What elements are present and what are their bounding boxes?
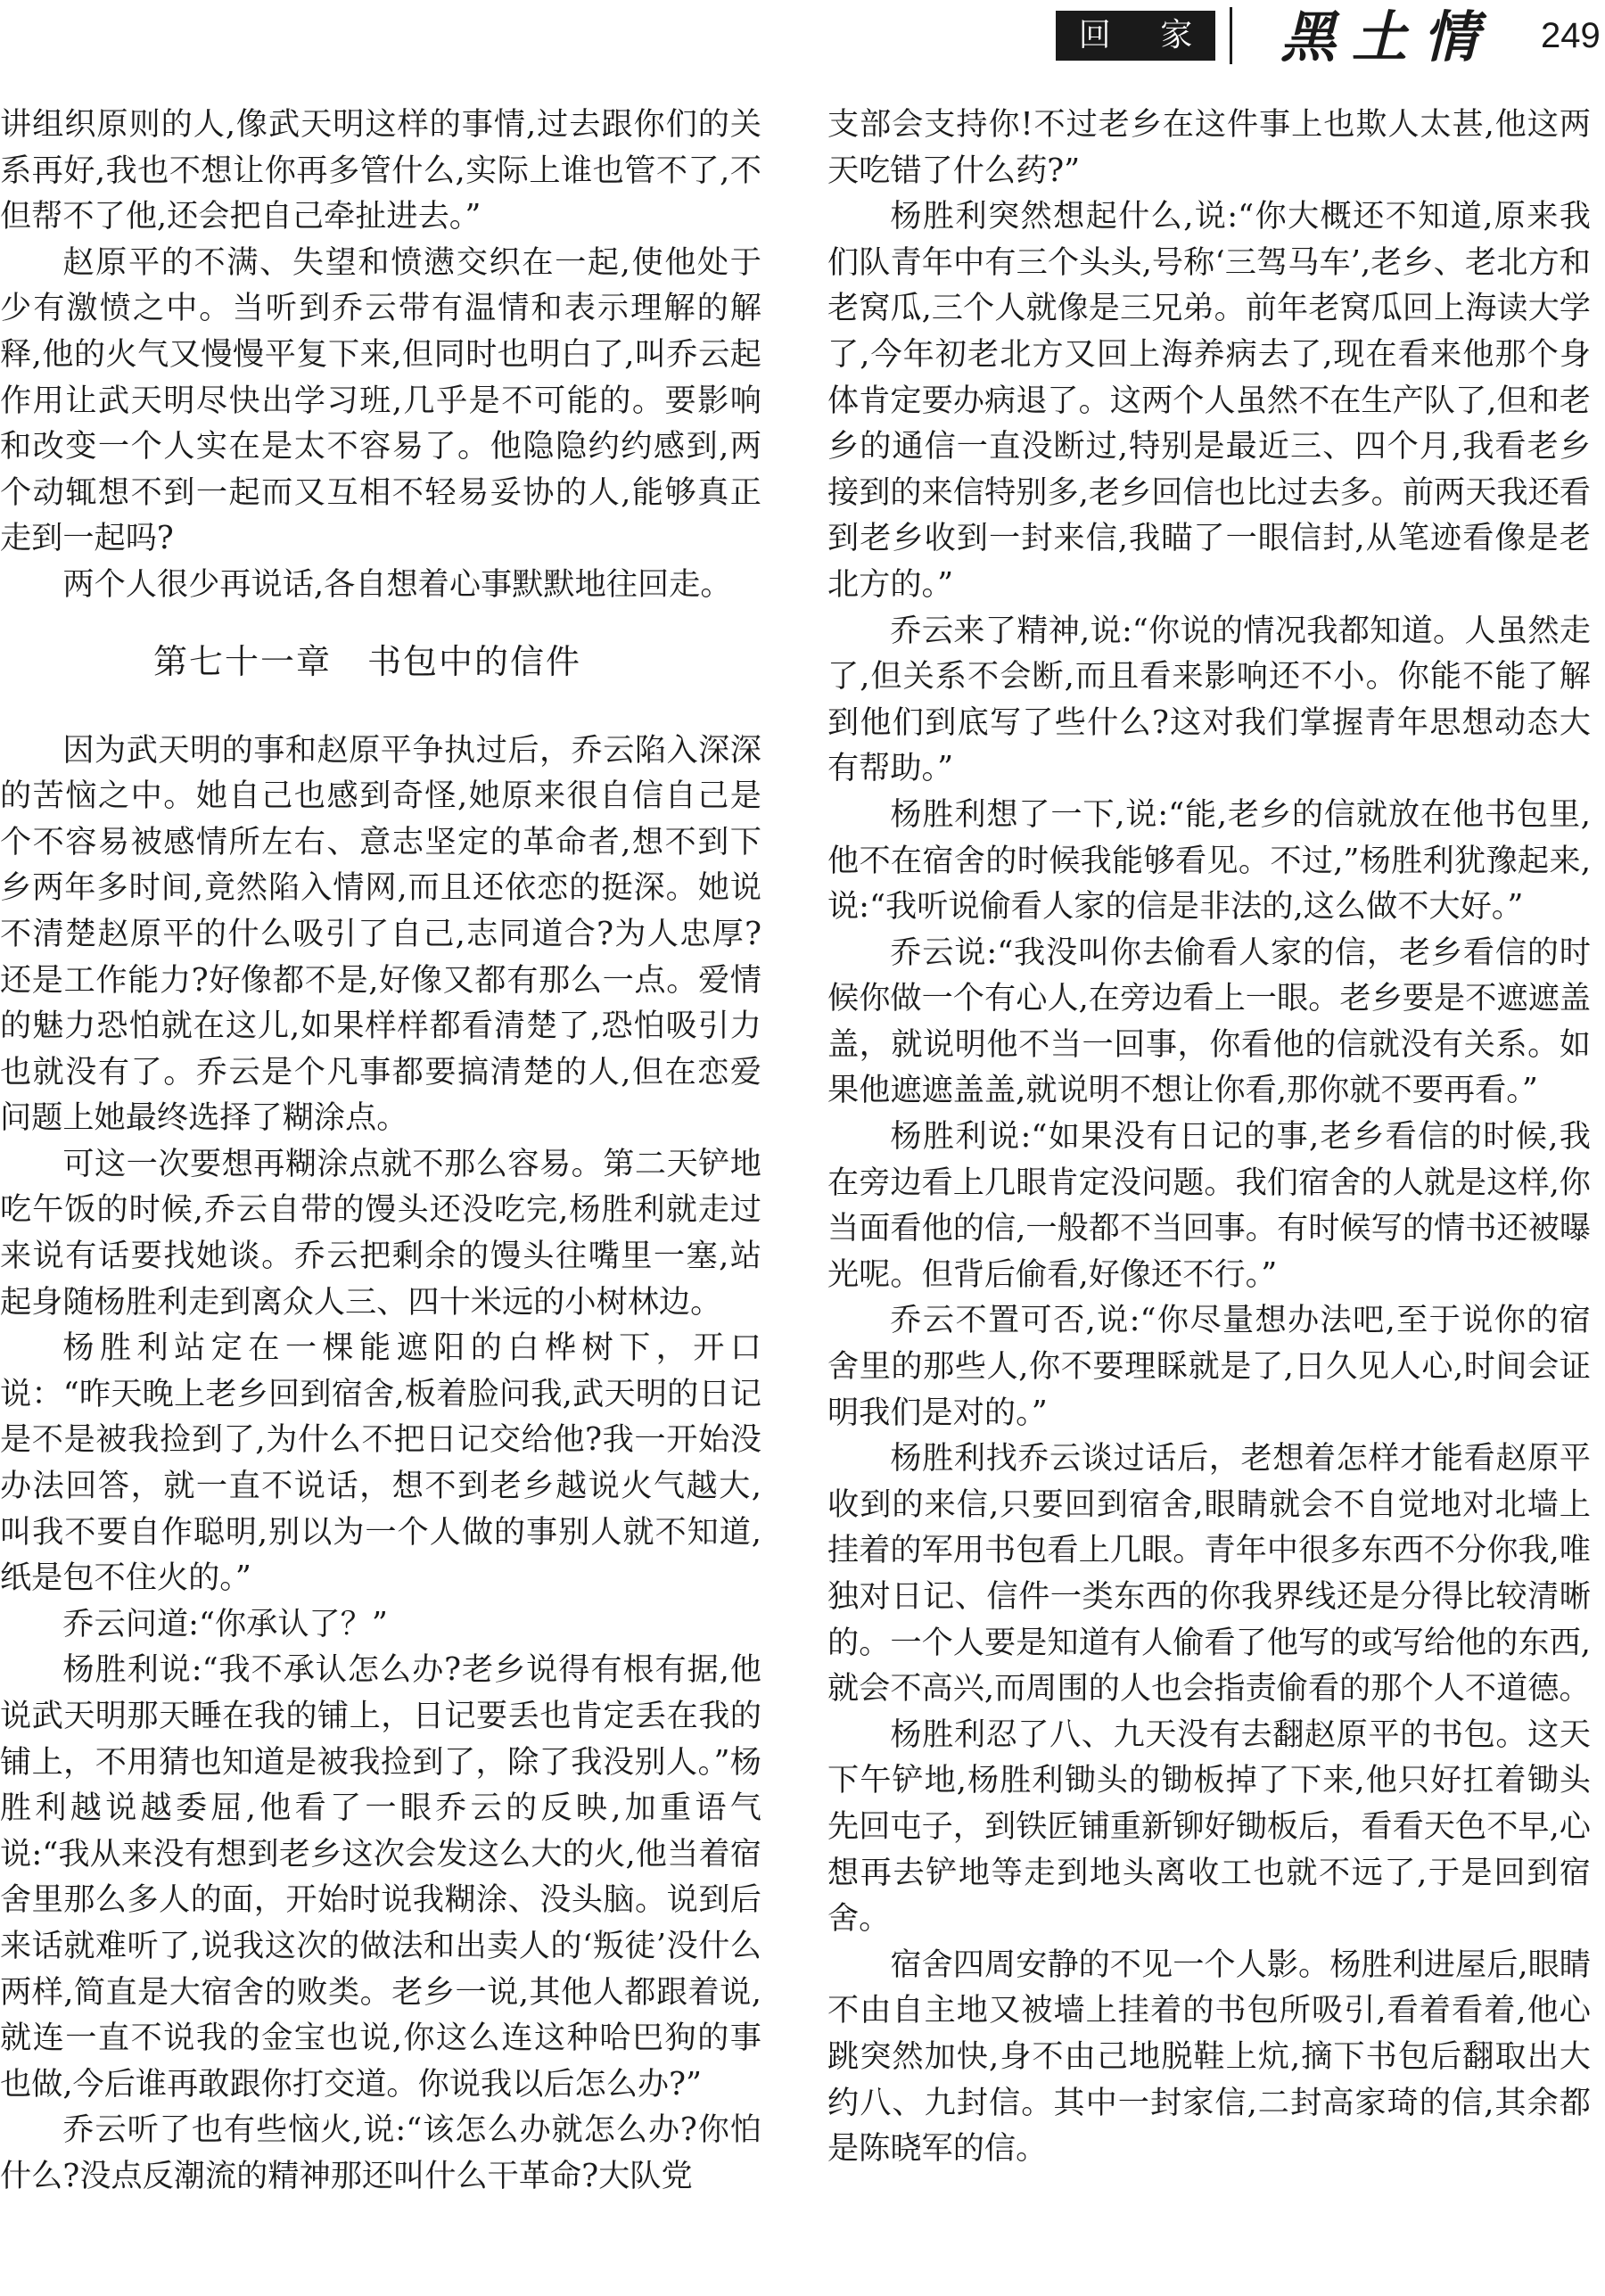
page-header — [0, 0, 1605, 80]
header-divider — [1230, 7, 1232, 64]
paragraph: 乔云听了也有些恼火,说:“该怎么办就怎么办?你怕什么?没点反潮流的精神那还叫什么干革命?大队党 — [0, 2111, 761, 2194]
left-column — [0, 102, 761, 2291]
paragraph: 支部会支持你!不过老乡在这件事上也欺人太甚,他这两天吃错了什么药?” — [827, 106, 1591, 189]
book-title: 黑土情 — [1280, 4, 1495, 70]
paragraph: 杨胜利突然想起什么,说:“你大概还不知道,原来我们队青年中有三个头头,号称‘三驾马车’,老乡、老北方和老窝瓜,三个人就像是三兄弟。前年老窝瓜回上海读大学了,今年初老北方又回上海养病去了,现在看来他那个身体肯定要办病退了。这两个人虽然不在生产队了,但和老乡的通信一直没断过,特别是最近三、四个月,我看老乡接到的来信特别多,老乡回信也比过去多。前两天我还看到老乡收到一封来信,我瞄了一眼信封,从笔迹看像是老北方的。” — [827, 198, 1591, 603]
paragraph: 杨胜利想了一下,说:“能,老乡的信就放在他书包里,他不在宿舍的时候我能够看见。不过,”杨胜利犹豫起来,说:“我听说偷看人家的信是非法的,这么做不大好。” — [827, 795, 1591, 926]
paragraph: 杨胜利找乔云谈过话后，老想着怎样才能看赵原平收到的来信,只要回到宿舍,眼睛就会不自觉地对北墙上挂着的军用书包看上几眼。青年中很多东西不分你我,唯独对日记、信件一类东西的你我界线还是分得比较清晰的。一个人要是知道有人偷看了他写的或写给他的东西,就会不高兴,而周围的人也会指责偷看的那个人不道德。 — [827, 1440, 1591, 1708]
paragraph: 可这一次要想再糊涂点就不那么容易。第二天铲地吃午饭的时候,乔云自带的馒头还没吃完,杨胜利就走过来说有话要找她谈。乔云把剩余的馒头往嘴里一塞,站起身随杨胜利走到离众人三、四十米远的小树林边。 — [0, 1145, 761, 1321]
right-column — [827, 102, 1591, 2291]
paragraph: 两个人很少再说话,各自想着心事默默地往回走。 — [62, 565, 732, 603]
paragraph: 因为武天明的事和赵原平争执过后，乔云陷入深深的苦恼之中。她自己也感到奇怪,她原来很自信自己是个不容易被感情所左右、意志坚定的革命者,想不到下乡两年多时间,竟然陷入情网,而且还依恋的挺深。她说不清楚赵原平的什么吸引了自己,志同道合?为人忠厚?还是工作能力?好像都不是,好像又都有那么一点。爱情的魅力恐怕就在这儿,如果样样都看清楚了,恐怕吸引力也就没有了。乔云是个凡事都要搞清楚的人,但在恋爱问题上她最终选择了糊涂点。 — [0, 731, 761, 1137]
section-label: 回 家 — [1056, 11, 1215, 61]
paragraph: 乔云说:“我没叫你去偷看人家的信，老乡看信的时候你做一个有心人,在旁边看上一眼。老乡要是不遮遮盖盖，就说明他不当一回事，你看他的信就没有关系。如果他遮遮盖盖,就说明不想让你看,那你就不要再看。” — [827, 934, 1591, 1109]
chapter-title: 第七十一章 书包中的信件 — [153, 641, 582, 681]
paragraph: 杨胜利忍了八、九天没有去翻赵原平的书包。这天下午铲地,杨胜利锄头的锄板掉了下来,他只好扛着锄头先回屯子，到铁匠铺重新铆好锄板后，看看天色不早,心想再去铲地等走到地头离收工也就不远了,于是回到宿舍。 — [827, 1716, 1591, 1938]
paragraph: 赵原平的不满、失望和愤懑交织在一起,使他处于少有激愤之中。当听到乔云带有温情和表示理解的解释,他的火气又慢慢平复下来,但同时也明白了,叫乔云起作用让武天明尽快出学习班,几乎是不可能的。要影响和改变一个人实在是太不容易了。他隐隐约约感到,两个动辄想不到一起而又互相不轻易妥协的人,能够真正走到一起吗? — [0, 243, 761, 557]
paragraph: 乔云问道:“你承认了？” — [62, 1605, 388, 1642]
paragraph: 杨胜利站定在一棵能遮阳的白桦树下，开口说：“昨天晚上老乡回到宿舍,板着脸问我,武天明的日记是不是被我捡到了,为什么不把日记交给他?我一开始没办法回答，就一直不说话，想不到老乡越说火气越大,叫我不要自作聪明,别以为一个人做的事别人就不知道,纸是包不住火的。” — [0, 1329, 761, 1597]
paragraph: 杨胜利说:“如果没有日记的事,老乡看信的时候,我在旁边看上几眼肯定没问题。我们宿舍的人就是这样,你当面看他的信,一般都不当回事。有时候写的情书还被曝光呢。但背后偷看,好像还不行。” — [827, 1118, 1591, 1293]
paragraph: 讲组织原则的人,像武天明这样的事情,过去跟你们的关系再好,我也不想让你再多管什么,实际上谁也管不了,不但帮不了他,还会把自己牵扯进去。” — [0, 106, 761, 235]
page-number: 249 — [1541, 16, 1601, 55]
paragraph: 乔云不置可否,说:“你尽量想办法吧,至于说你的宿舍里的那些人,你不要理睬就是了,日久见人心,时间会证明我们是对的。” — [827, 1302, 1591, 1431]
paragraph: 乔云来了精神,说:“你说的情况我都知道。人虽然走了,但关系不会断,而且看来影响还不小。你能不能了解到他们到底写了些什么?这对我们掌握青年思想动态大有帮助。” — [827, 612, 1591, 787]
paragraph: 宿舍四周安静的不见一个人影。杨胜利进屋后,眼睛不由自主地又被墙上挂着的书包所吸引,看着看着,他心跳突然加快,身不由己地脱鞋上炕,摘下书包后翻取出大约八、九封信。其中一封家信,二封高家琦的信,其余都是陈晓军的信。 — [827, 1946, 1591, 2168]
paragraph: 杨胜利说:“我不承认怎么办?老乡说得有根有据,他说武天明那天睡在我的铺上，日记要丢也肯定丢在我的铺上，不用猜也知道是被我捡到了，除了我没别人。”杨胜利越说越委屈,他看了一眼乔云的反映,加重语气说:“我从来没有想到老乡这次会发这么大的火,他当着宿舍里那么多人的面，开始时说我糊涂、没头脑。说到后来话就难听了,说我这次的做法和出卖人的‘叛徒’没什么两样,简直是大宿舍的败类。老乡一说,其他人都跟着说,就连一直不说我的金宝也说,你这么连这种哈巴狗的事也做,今后谁再敢跟你打交道。你说我以后怎么办?” — [0, 1651, 761, 2103]
